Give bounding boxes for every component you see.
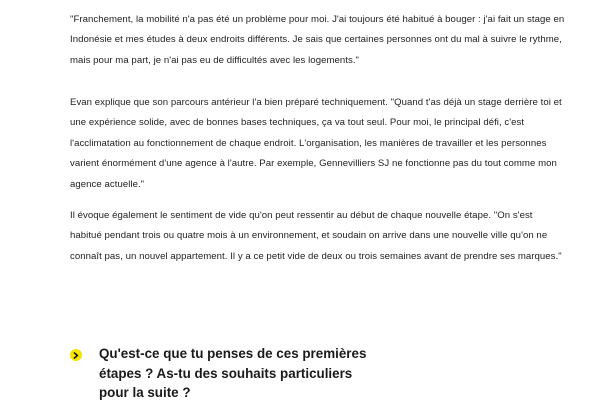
paragraph-feeling-of-emptiness: Il évoque également le sentiment de vide qu'on peut ressentir au début de chaque nouvelle étape. "On s'est habitué pendant trois ou quatre mois à un environnement, et soudain on arrive dans une nouvelle ville qu'on ne connaît pas, un nouvel appartement. Il y a ce petit vide de deux ou trois semaines avant de prendre ses marques." [70, 210, 562, 262]
paragraph-technical-preparation: Evan explique que son parcours antérieur l'a bien préparé techniquement. "Quand t'as déjà un stage derrière toi et une expérience solide, avec de bonnes bases techniques, ça va tout seul. Pour moi, le principal défi, c'est l'acclimatation au fonctionnement de chaque endroit. L'organisation, les manières de travailler et les personnes varient énormément d'une agence à l'autre. Par exemple, Gennevilliers SJ ne fonctionne pas du tout comme mon agence actuelle." [70, 97, 562, 190]
question-heading: Qu'est-ce que tu penses de ces premières étapes ? As-tu des souhaits particuliers pour la suite ? [99, 346, 367, 400]
question-heading-block [70, 344, 490, 403]
quote-paragraph-mobility: "Franchement, la mobilité n'a pas été un problème pour moi. J'ai toujours été habitué à bouger : j'ai fait un stage en Indonésie et mes études à deux endroits différents. Je sais que certaines personnes ont du mal à suivre le rythme, mais pour ma part, je n'ai pas eu de difficultés avec les logements." [70, 14, 565, 66]
chevron-right-icon [70, 349, 82, 361]
